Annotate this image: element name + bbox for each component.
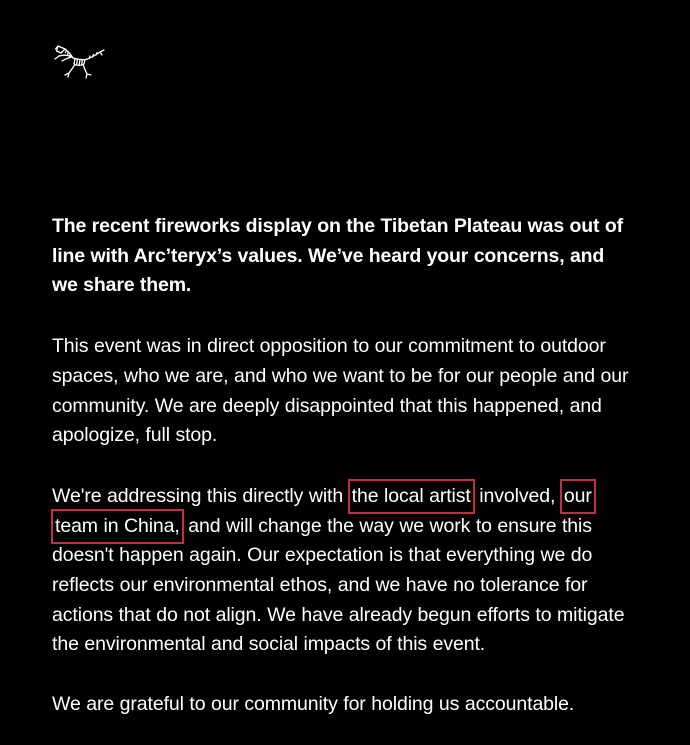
statement-paragraph-1: The recent fireworks display on the Tibetan Plateau was out of line with Arc’teryx’s values. We’ve heard your concerns, and we share them.	[52, 215, 623, 297]
statement-paragraph-3	[52, 482, 630, 660]
statement-paragraph-4: We are grateful to our community for holding us accountable.	[52, 693, 575, 716]
paragraph-3-segment-2: involved,	[473, 484, 561, 507]
annotation-box-the-local-artist: the local artist	[350, 481, 473, 512]
paragraph-3-segment-3: and will change the way we work to ensure this doesn't happen again. Our expectation is that everything we do reflects our environmental ethos, and we have no tolerance for actions that do not align. We have already begun efforts to mitigate the environmental and social impacts of this event.	[52, 514, 625, 656]
paragraph-3-segment-1: We're addressing this directly with	[52, 484, 349, 507]
fossil-skeleton-icon	[50, 36, 110, 86]
annotation-box-our-team-in-china: our team in China,	[53, 481, 594, 542]
arcteryx-archaeopteryx-fossil-logo	[50, 36, 110, 86]
statement-paragraph-2: This event was in direct opposition to our commitment to outdoor spaces, who we are, and who we want to be for our people and our community. We are deeply disappointed that this happened, and apologize, full stop.	[52, 335, 629, 447]
statement-body	[52, 212, 630, 720]
